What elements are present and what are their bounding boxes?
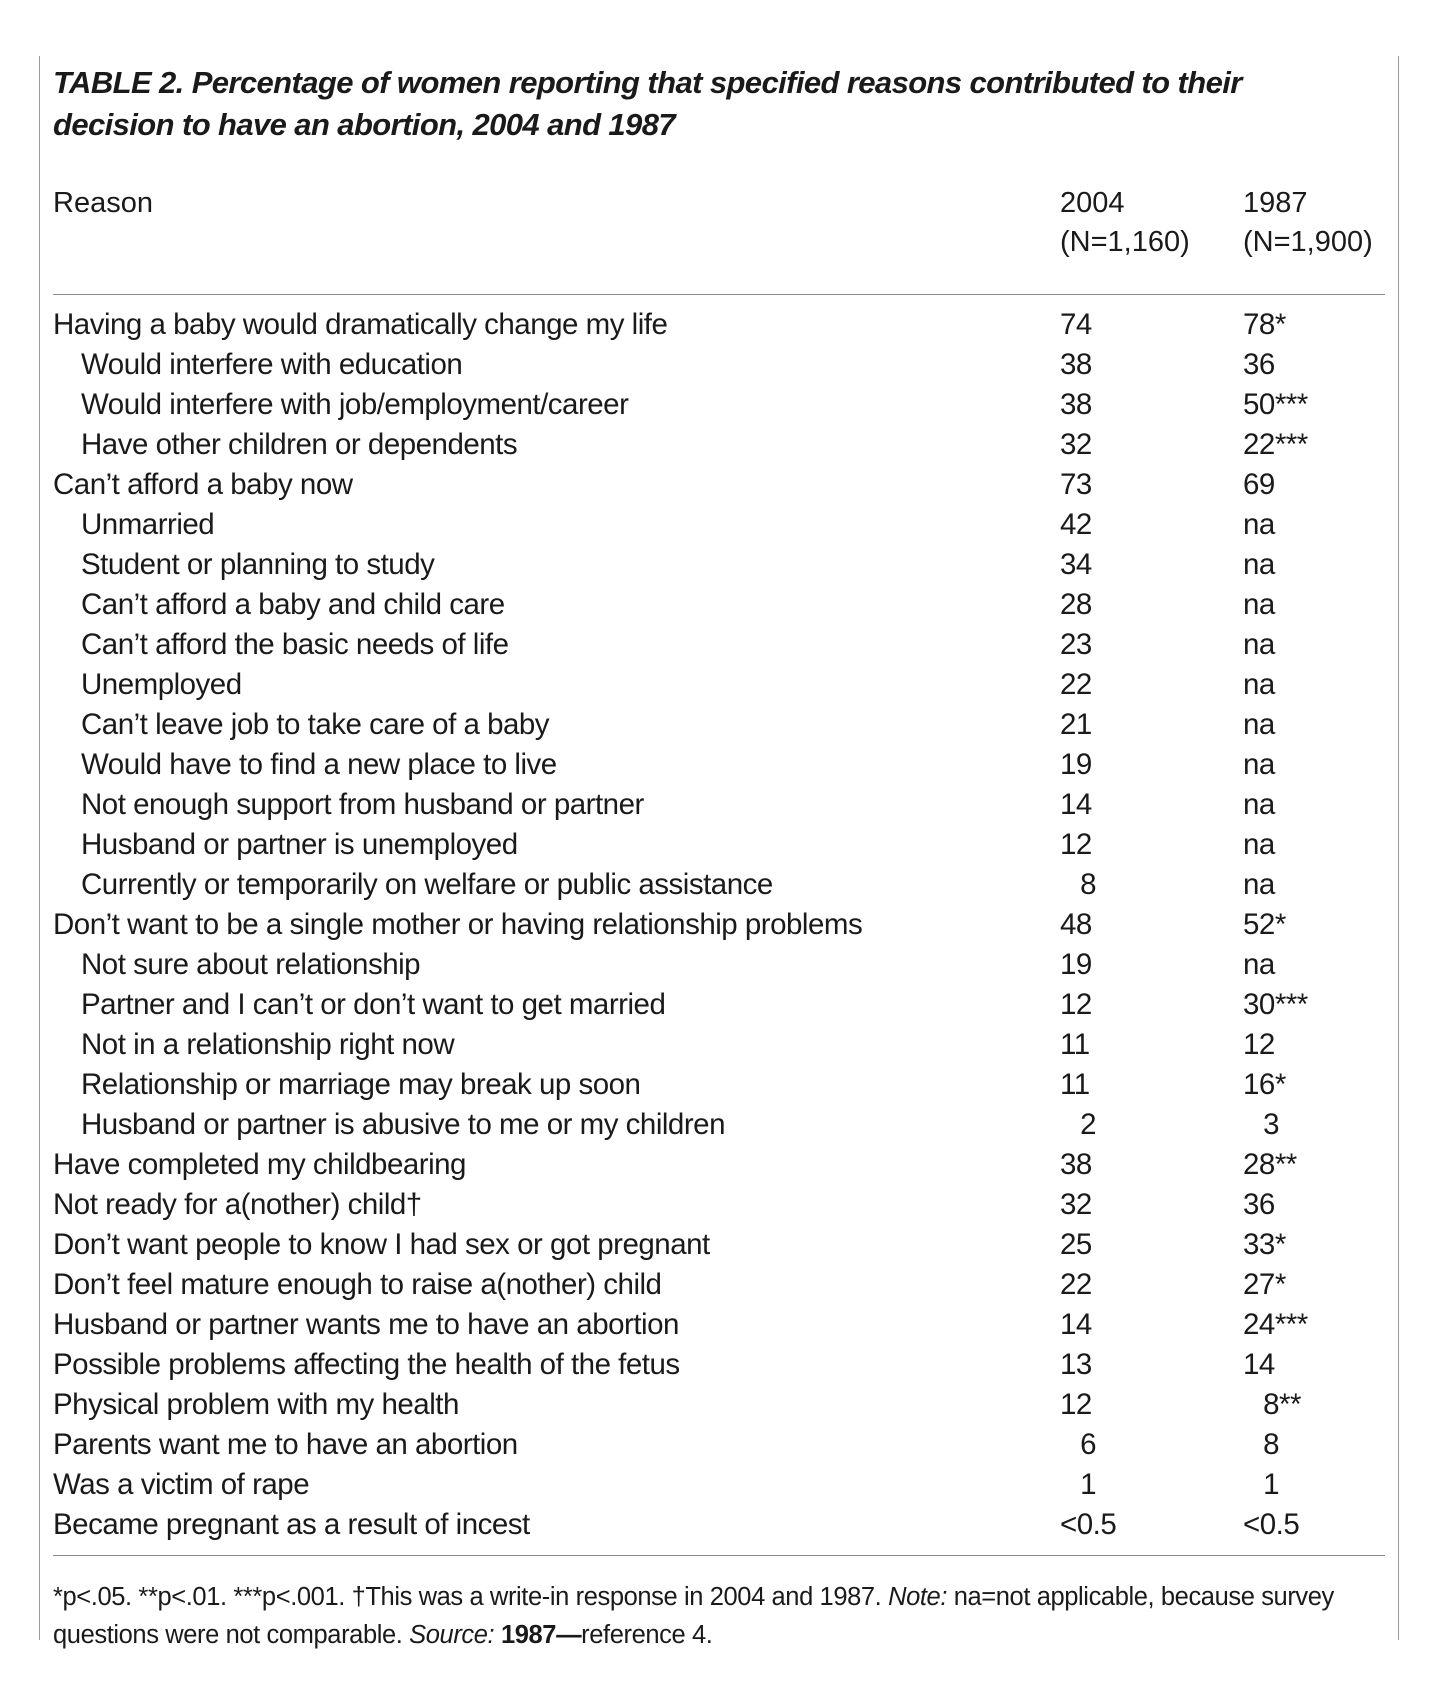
value-1987: na bbox=[1243, 548, 1275, 581]
footnote-note-text: na=not applicable, because survey questions were not comparable. bbox=[53, 1583, 1334, 1649]
value-2004: 12 bbox=[1060, 988, 1092, 1021]
row-value-2004 bbox=[1060, 1305, 1155, 1345]
table-row bbox=[53, 1185, 1391, 1225]
header-2004-n: (N=1,160) bbox=[1060, 226, 1190, 258]
value-1987: 78 bbox=[1243, 308, 1275, 341]
table-row bbox=[53, 785, 1391, 825]
row-value-1987 bbox=[1243, 945, 1353, 985]
value-2004: 32 bbox=[1060, 1188, 1092, 1221]
value-1987: na bbox=[1243, 828, 1275, 861]
row-reason: Not in a relationship right now bbox=[81, 1028, 455, 1061]
row-value-1987 bbox=[1243, 665, 1353, 705]
row-value-2004 bbox=[1060, 1265, 1155, 1305]
table-body bbox=[53, 295, 1391, 1555]
row-reason: Became pregnant as a result of incest bbox=[53, 1508, 530, 1541]
value-1987: na bbox=[1243, 708, 1275, 741]
value-1987: 1 bbox=[1263, 1468, 1279, 1501]
value-2004: 21 bbox=[1060, 708, 1092, 741]
value-2004: 11 bbox=[1060, 1028, 1090, 1061]
table-row bbox=[53, 1065, 1391, 1105]
row-value-2004 bbox=[1060, 305, 1155, 345]
row-value-2004 bbox=[1060, 1425, 1155, 1465]
value-1987: 12 bbox=[1243, 1028, 1275, 1061]
value-2004: 38 bbox=[1060, 348, 1092, 381]
row-reason: Possible problems affecting the health of the fetus bbox=[53, 1348, 680, 1381]
significance-marker: * bbox=[1274, 1228, 1286, 1261]
table-row bbox=[53, 1265, 1391, 1305]
table-row bbox=[53, 505, 1391, 545]
row-value-1987 bbox=[1243, 425, 1353, 465]
value-2004: 12 bbox=[1060, 1388, 1092, 1421]
row-value-1987 bbox=[1243, 345, 1353, 385]
value-1987: 24 bbox=[1243, 1308, 1275, 1341]
row-value-2004 bbox=[1060, 585, 1155, 625]
significance-marker: * bbox=[1274, 1268, 1286, 1301]
value-1987: 16 bbox=[1243, 1068, 1275, 1101]
footnote-source-text: reference 4. bbox=[581, 1621, 713, 1649]
value-1987: 50 bbox=[1243, 388, 1275, 421]
significance-marker: *** bbox=[1274, 988, 1308, 1021]
row-value-2004 bbox=[1060, 905, 1155, 945]
header-2004 bbox=[1060, 184, 1190, 262]
table-row bbox=[53, 1105, 1391, 1145]
row-value-2004 bbox=[1060, 825, 1155, 865]
row-value-2004 bbox=[1060, 625, 1155, 665]
row-reason: Have other children or dependents bbox=[81, 428, 518, 461]
row-reason: Relationship or marriage may break up soon bbox=[81, 1068, 641, 1101]
table-row bbox=[53, 705, 1391, 745]
row-reason: Unmarried bbox=[81, 508, 215, 541]
table-row bbox=[53, 825, 1391, 865]
significance-marker: *** bbox=[1274, 428, 1308, 461]
table-row bbox=[53, 945, 1391, 985]
row-reason: Can’t afford a baby now bbox=[53, 468, 353, 501]
row-reason: Husband or partner wants me to have an abortion bbox=[53, 1308, 679, 1341]
value-2004: 14 bbox=[1060, 788, 1092, 821]
row-value-1987 bbox=[1243, 305, 1353, 345]
table-row bbox=[53, 665, 1391, 705]
row-reason: Can’t afford the basic needs of life bbox=[81, 628, 509, 661]
row-reason: Physical problem with my health bbox=[53, 1388, 459, 1421]
row-value-1987 bbox=[1243, 1465, 1353, 1505]
table-row bbox=[53, 385, 1391, 425]
table-row bbox=[53, 1425, 1391, 1465]
table-row bbox=[53, 305, 1391, 345]
table-row bbox=[53, 585, 1391, 625]
significance-marker: ** bbox=[1279, 1388, 1301, 1421]
value-2004: 1 bbox=[1080, 1468, 1096, 1501]
row-value-2004 bbox=[1060, 785, 1155, 825]
value-1987: 22 bbox=[1243, 428, 1275, 461]
row-value-2004 bbox=[1060, 1345, 1155, 1385]
row-reason: Not sure about relationship bbox=[81, 948, 421, 981]
row-value-2004 bbox=[1060, 945, 1155, 985]
value-2004: <0.5 bbox=[1060, 1508, 1117, 1541]
row-value-2004 bbox=[1060, 1465, 1155, 1505]
row-reason: Would interfere with education bbox=[81, 348, 463, 381]
value-1987: 27 bbox=[1243, 1268, 1275, 1301]
value-2004: 22 bbox=[1060, 1268, 1092, 1301]
value-1987: <0.5 bbox=[1243, 1508, 1300, 1541]
row-reason: Would have to find a new place to live bbox=[81, 748, 557, 781]
row-value-2004 bbox=[1060, 745, 1155, 785]
header-reason: Reason bbox=[53, 187, 153, 219]
value-1987: 28 bbox=[1243, 1148, 1275, 1181]
table-row bbox=[53, 1225, 1391, 1265]
value-2004: 73 bbox=[1060, 468, 1092, 501]
row-value-2004 bbox=[1060, 1505, 1155, 1545]
table-row bbox=[53, 545, 1391, 585]
value-1987: 8 bbox=[1263, 1428, 1279, 1461]
table-title-line1: TABLE 2. Percentage of women reporting that specified reasons contributed to their bbox=[53, 65, 1242, 100]
header-1987-year: 1987 bbox=[1243, 187, 1308, 219]
value-1987: 36 bbox=[1243, 1188, 1275, 1221]
table-container bbox=[53, 62, 1391, 1654]
footnote-significance: *p<.05. **p<.01. ***p<.001. †This was a write-in response in 2004 and 1987. bbox=[53, 1583, 882, 1611]
table-row bbox=[53, 905, 1391, 945]
row-value-1987 bbox=[1243, 385, 1353, 425]
significance-marker: * bbox=[1274, 1068, 1286, 1101]
table-row bbox=[53, 985, 1391, 1025]
value-2004: 38 bbox=[1060, 388, 1092, 421]
value-1987: na bbox=[1243, 868, 1275, 901]
value-2004: 6 bbox=[1080, 1428, 1096, 1461]
table-row bbox=[53, 1385, 1391, 1425]
value-1987: 69 bbox=[1243, 468, 1275, 501]
value-2004: 13 bbox=[1060, 1348, 1092, 1381]
row-value-1987 bbox=[1243, 785, 1353, 825]
row-value-2004 bbox=[1060, 1385, 1155, 1425]
row-value-2004 bbox=[1060, 385, 1155, 425]
table-row bbox=[53, 1025, 1391, 1065]
value-2004: 8 bbox=[1080, 868, 1096, 901]
row-value-1987 bbox=[1243, 865, 1353, 905]
table-row bbox=[53, 345, 1391, 385]
row-value-1987 bbox=[1243, 625, 1353, 665]
footnote-source-label: Source: bbox=[409, 1621, 495, 1649]
row-value-1987 bbox=[1243, 1185, 1353, 1225]
row-reason: Don’t feel mature enough to raise a(nother) child bbox=[53, 1268, 662, 1301]
value-1987: na bbox=[1243, 948, 1275, 981]
row-reason: Student or planning to study bbox=[81, 548, 435, 581]
value-2004: 23 bbox=[1060, 628, 1092, 661]
value-1987: na bbox=[1243, 748, 1275, 781]
row-reason: Would interfere with job/employment/career bbox=[81, 388, 629, 421]
header-2004-year: 2004 bbox=[1060, 187, 1125, 219]
row-value-2004 bbox=[1060, 1185, 1155, 1225]
row-value-1987 bbox=[1243, 1105, 1353, 1145]
value-2004: 38 bbox=[1060, 1148, 1092, 1181]
value-1987: 3 bbox=[1263, 1108, 1279, 1141]
row-value-2004 bbox=[1060, 1025, 1155, 1065]
row-value-1987 bbox=[1243, 1025, 1353, 1065]
row-value-2004 bbox=[1060, 505, 1155, 545]
table-row bbox=[53, 425, 1391, 465]
row-value-1987 bbox=[1243, 585, 1353, 625]
value-2004: 14 bbox=[1060, 1308, 1092, 1341]
value-2004: 19 bbox=[1060, 948, 1092, 981]
row-value-2004 bbox=[1060, 865, 1155, 905]
value-2004: 28 bbox=[1060, 588, 1092, 621]
value-2004: 74 bbox=[1060, 308, 1092, 341]
row-value-1987 bbox=[1243, 705, 1353, 745]
row-reason: Husband or partner is abusive to me or my children bbox=[81, 1108, 725, 1141]
row-value-1987 bbox=[1243, 745, 1353, 785]
header-1987 bbox=[1243, 184, 1373, 262]
row-value-2004 bbox=[1060, 345, 1155, 385]
row-value-2004 bbox=[1060, 1225, 1155, 1265]
row-value-2004 bbox=[1060, 465, 1155, 505]
table-row bbox=[53, 1145, 1391, 1185]
table-row bbox=[53, 745, 1391, 785]
row-reason: Don’t want people to know I had sex or got pregnant bbox=[53, 1228, 710, 1261]
row-reason: Partner and I can’t or don’t want to get married bbox=[81, 988, 666, 1021]
table-row bbox=[53, 1505, 1391, 1545]
value-1987: 14 bbox=[1243, 1348, 1275, 1381]
row-reason: Was a victim of rape bbox=[53, 1468, 310, 1501]
value-2004: 12 bbox=[1060, 828, 1092, 861]
row-value-1987 bbox=[1243, 825, 1353, 865]
table-header bbox=[53, 184, 1391, 294]
value-1987: 36 bbox=[1243, 348, 1275, 381]
header-1987-n: (N=1,900) bbox=[1243, 226, 1373, 258]
table-row bbox=[53, 1465, 1391, 1505]
row-value-2004 bbox=[1060, 665, 1155, 705]
row-value-1987 bbox=[1243, 985, 1353, 1025]
value-2004: 25 bbox=[1060, 1228, 1092, 1261]
row-value-1987 bbox=[1243, 1265, 1353, 1305]
row-reason: Husband or partner is unemployed bbox=[81, 828, 518, 861]
row-value-1987 bbox=[1243, 1065, 1353, 1105]
table-row bbox=[53, 465, 1391, 505]
table-row bbox=[53, 1345, 1391, 1385]
significance-marker: *** bbox=[1274, 1308, 1308, 1341]
value-1987: 8 bbox=[1263, 1388, 1279, 1421]
footnote-note-label: Note: bbox=[888, 1583, 948, 1611]
value-2004: 19 bbox=[1060, 748, 1092, 781]
value-1987: 33 bbox=[1243, 1228, 1275, 1261]
row-value-2004 bbox=[1060, 1145, 1155, 1185]
row-reason: Don’t want to be a single mother or having relationship problems bbox=[53, 908, 863, 941]
row-value-1987 bbox=[1243, 505, 1353, 545]
value-2004: 22 bbox=[1060, 668, 1092, 701]
table-title-line2: decision to have an abortion, 2004 and 1987 bbox=[53, 107, 675, 142]
row-reason: Having a baby would dramatically change my life bbox=[53, 308, 668, 341]
row-value-1987 bbox=[1243, 905, 1353, 945]
value-2004: 48 bbox=[1060, 908, 1092, 941]
significance-marker: * bbox=[1274, 308, 1286, 341]
table-row bbox=[53, 1305, 1391, 1345]
row-value-1987 bbox=[1243, 1225, 1353, 1265]
row-value-1987 bbox=[1243, 1345, 1353, 1385]
table-footnote bbox=[53, 1578, 1393, 1654]
row-reason: Not enough support from husband or partner bbox=[81, 788, 644, 821]
value-2004: 32 bbox=[1060, 428, 1092, 461]
row-value-2004 bbox=[1060, 705, 1155, 745]
row-reason: Not ready for a(nother) child† bbox=[53, 1188, 422, 1221]
row-value-2004 bbox=[1060, 1105, 1155, 1145]
row-reason: Currently or temporarily on welfare or public assistance bbox=[81, 868, 773, 901]
row-value-1987 bbox=[1243, 1425, 1353, 1465]
row-value-1987 bbox=[1243, 1505, 1353, 1545]
value-1987: na bbox=[1243, 668, 1275, 701]
row-reason: Parents want me to have an abortion bbox=[53, 1428, 518, 1461]
table-title bbox=[53, 62, 1391, 146]
row-value-1987 bbox=[1243, 465, 1353, 505]
value-1987: 30 bbox=[1243, 988, 1275, 1021]
row-reason: Can’t afford a baby and child care bbox=[81, 588, 505, 621]
row-reason: Have completed my childbearing bbox=[53, 1148, 466, 1181]
value-2004: 42 bbox=[1060, 508, 1092, 541]
row-reason: Unemployed bbox=[81, 668, 242, 701]
significance-marker: ** bbox=[1274, 1148, 1297, 1181]
value-1987: na bbox=[1243, 508, 1275, 541]
row-value-2004 bbox=[1060, 1065, 1155, 1105]
row-value-2004 bbox=[1060, 985, 1155, 1025]
row-reason: Can’t leave job to take care of a baby bbox=[81, 708, 550, 741]
value-2004: 11 bbox=[1060, 1068, 1090, 1101]
row-value-2004 bbox=[1060, 425, 1155, 465]
value-1987: 52 bbox=[1243, 908, 1275, 941]
row-value-2004 bbox=[1060, 545, 1155, 585]
value-2004: 34 bbox=[1060, 548, 1092, 581]
row-value-1987 bbox=[1243, 1145, 1353, 1185]
table-row bbox=[53, 625, 1391, 665]
value-2004: 2 bbox=[1080, 1108, 1096, 1141]
table-row bbox=[53, 865, 1391, 905]
significance-marker: *** bbox=[1274, 388, 1308, 421]
footer-rule bbox=[53, 1555, 1385, 1556]
row-value-1987 bbox=[1243, 545, 1353, 585]
value-1987: na bbox=[1243, 788, 1275, 821]
value-1987: na bbox=[1243, 628, 1275, 661]
footnote-source-year: 1987— bbox=[500, 1621, 582, 1649]
significance-marker: * bbox=[1274, 908, 1286, 941]
row-value-1987 bbox=[1243, 1305, 1353, 1345]
row-value-1987 bbox=[1243, 1385, 1353, 1425]
value-1987: na bbox=[1243, 588, 1275, 621]
